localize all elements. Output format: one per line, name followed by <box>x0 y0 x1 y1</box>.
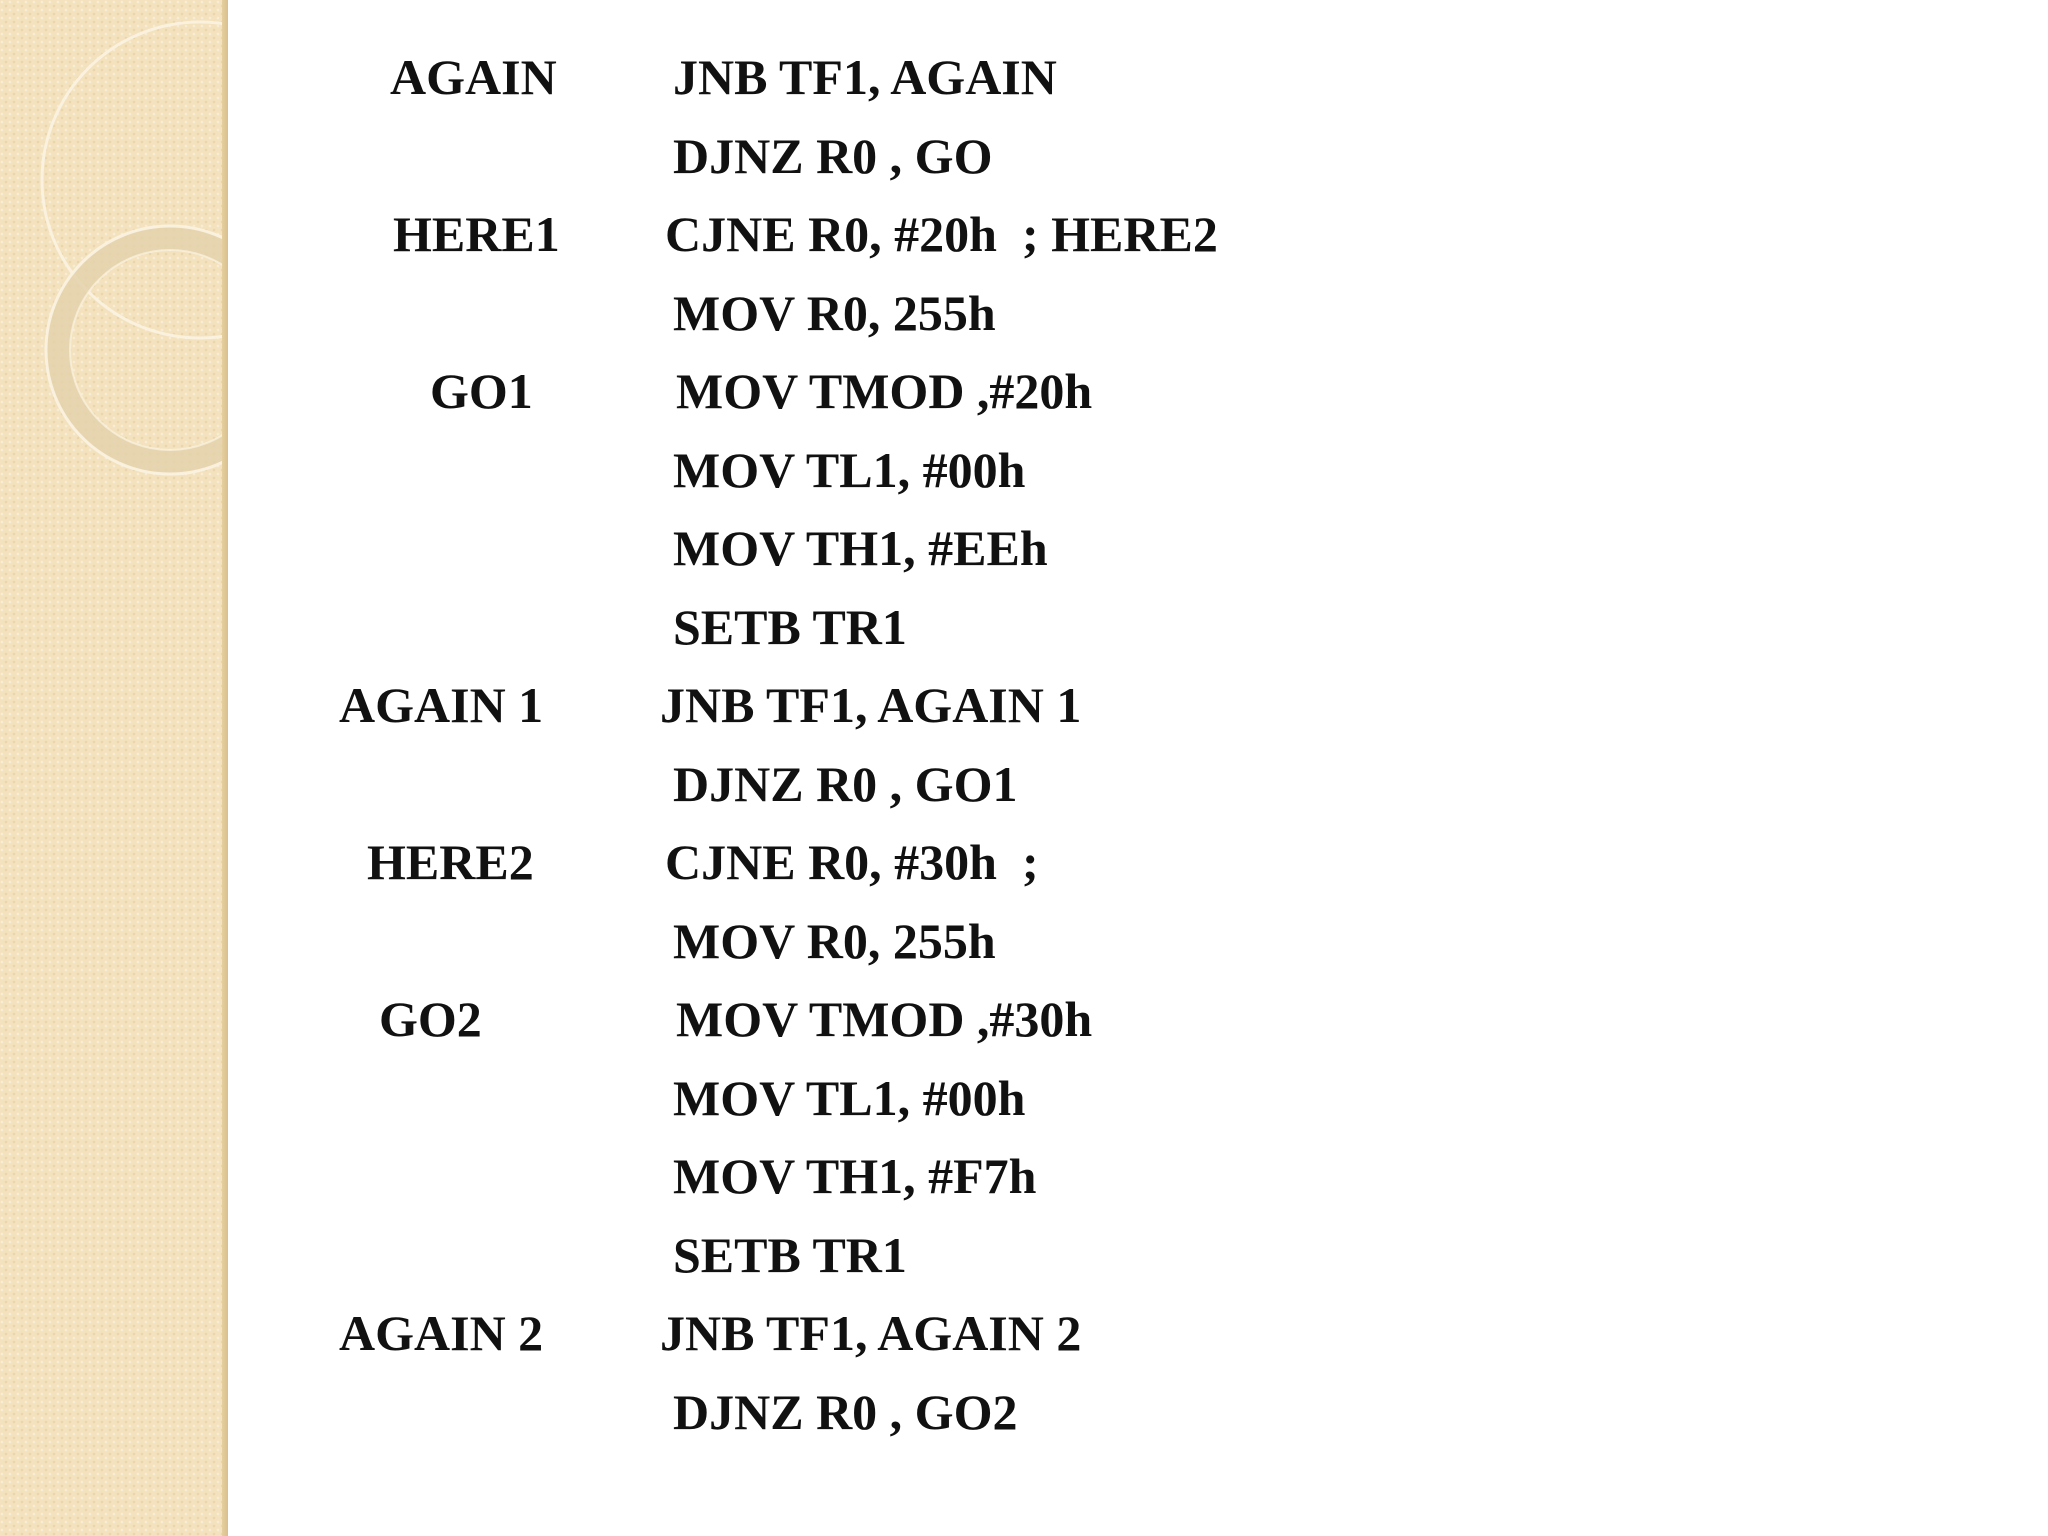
code-instruction: DJNZ R0 , GO2 <box>673 1384 1018 1440</box>
code-instruction: MOV TL1, #00h <box>673 442 1026 498</box>
code-instruction: MOV R0, 255h <box>673 285 996 341</box>
sidebar-edge <box>222 0 228 1536</box>
code-instruction: DJNZ R0 , GO <box>673 128 993 184</box>
decorative-circles <box>0 0 228 1536</box>
code-instruction: MOV R0, 255h <box>673 913 996 969</box>
code-label: HERE1 <box>393 206 560 262</box>
code-instruction: JNB TF1, AGAIN 2 <box>660 1305 1082 1361</box>
code-instruction: MOV TH1, #F7h <box>673 1148 1037 1204</box>
code-instruction: DJNZ R0 , GO1 <box>673 756 1018 812</box>
code-instruction: SETB TR1 <box>673 599 907 655</box>
code-instruction: MOV TMOD ,#20h <box>676 363 1093 419</box>
code-instruction: CJNE R0, #30h ; <box>665 834 1039 890</box>
code-label: AGAIN 2 <box>339 1305 544 1361</box>
code-label: AGAIN <box>390 49 557 105</box>
decorative-sidebar <box>0 0 228 1536</box>
code-label: GO2 <box>379 991 482 1047</box>
code-instruction: MOV TMOD ,#30h <box>676 991 1093 1047</box>
code-instruction: CJNE R0, #20h ; HERE2 <box>665 206 1218 262</box>
code-label: GO1 <box>430 363 533 419</box>
code-instruction: MOV TL1, #00h <box>673 1070 1026 1126</box>
code-instruction: JNB TF1, AGAIN 1 <box>660 677 1082 733</box>
code-label: HERE2 <box>367 834 534 890</box>
code-instruction: MOV TH1, #EEh <box>673 520 1048 576</box>
code-instruction: JNB TF1, AGAIN <box>673 49 1057 105</box>
code-instruction: SETB TR1 <box>673 1227 907 1283</box>
code-label: AGAIN 1 <box>339 677 544 733</box>
